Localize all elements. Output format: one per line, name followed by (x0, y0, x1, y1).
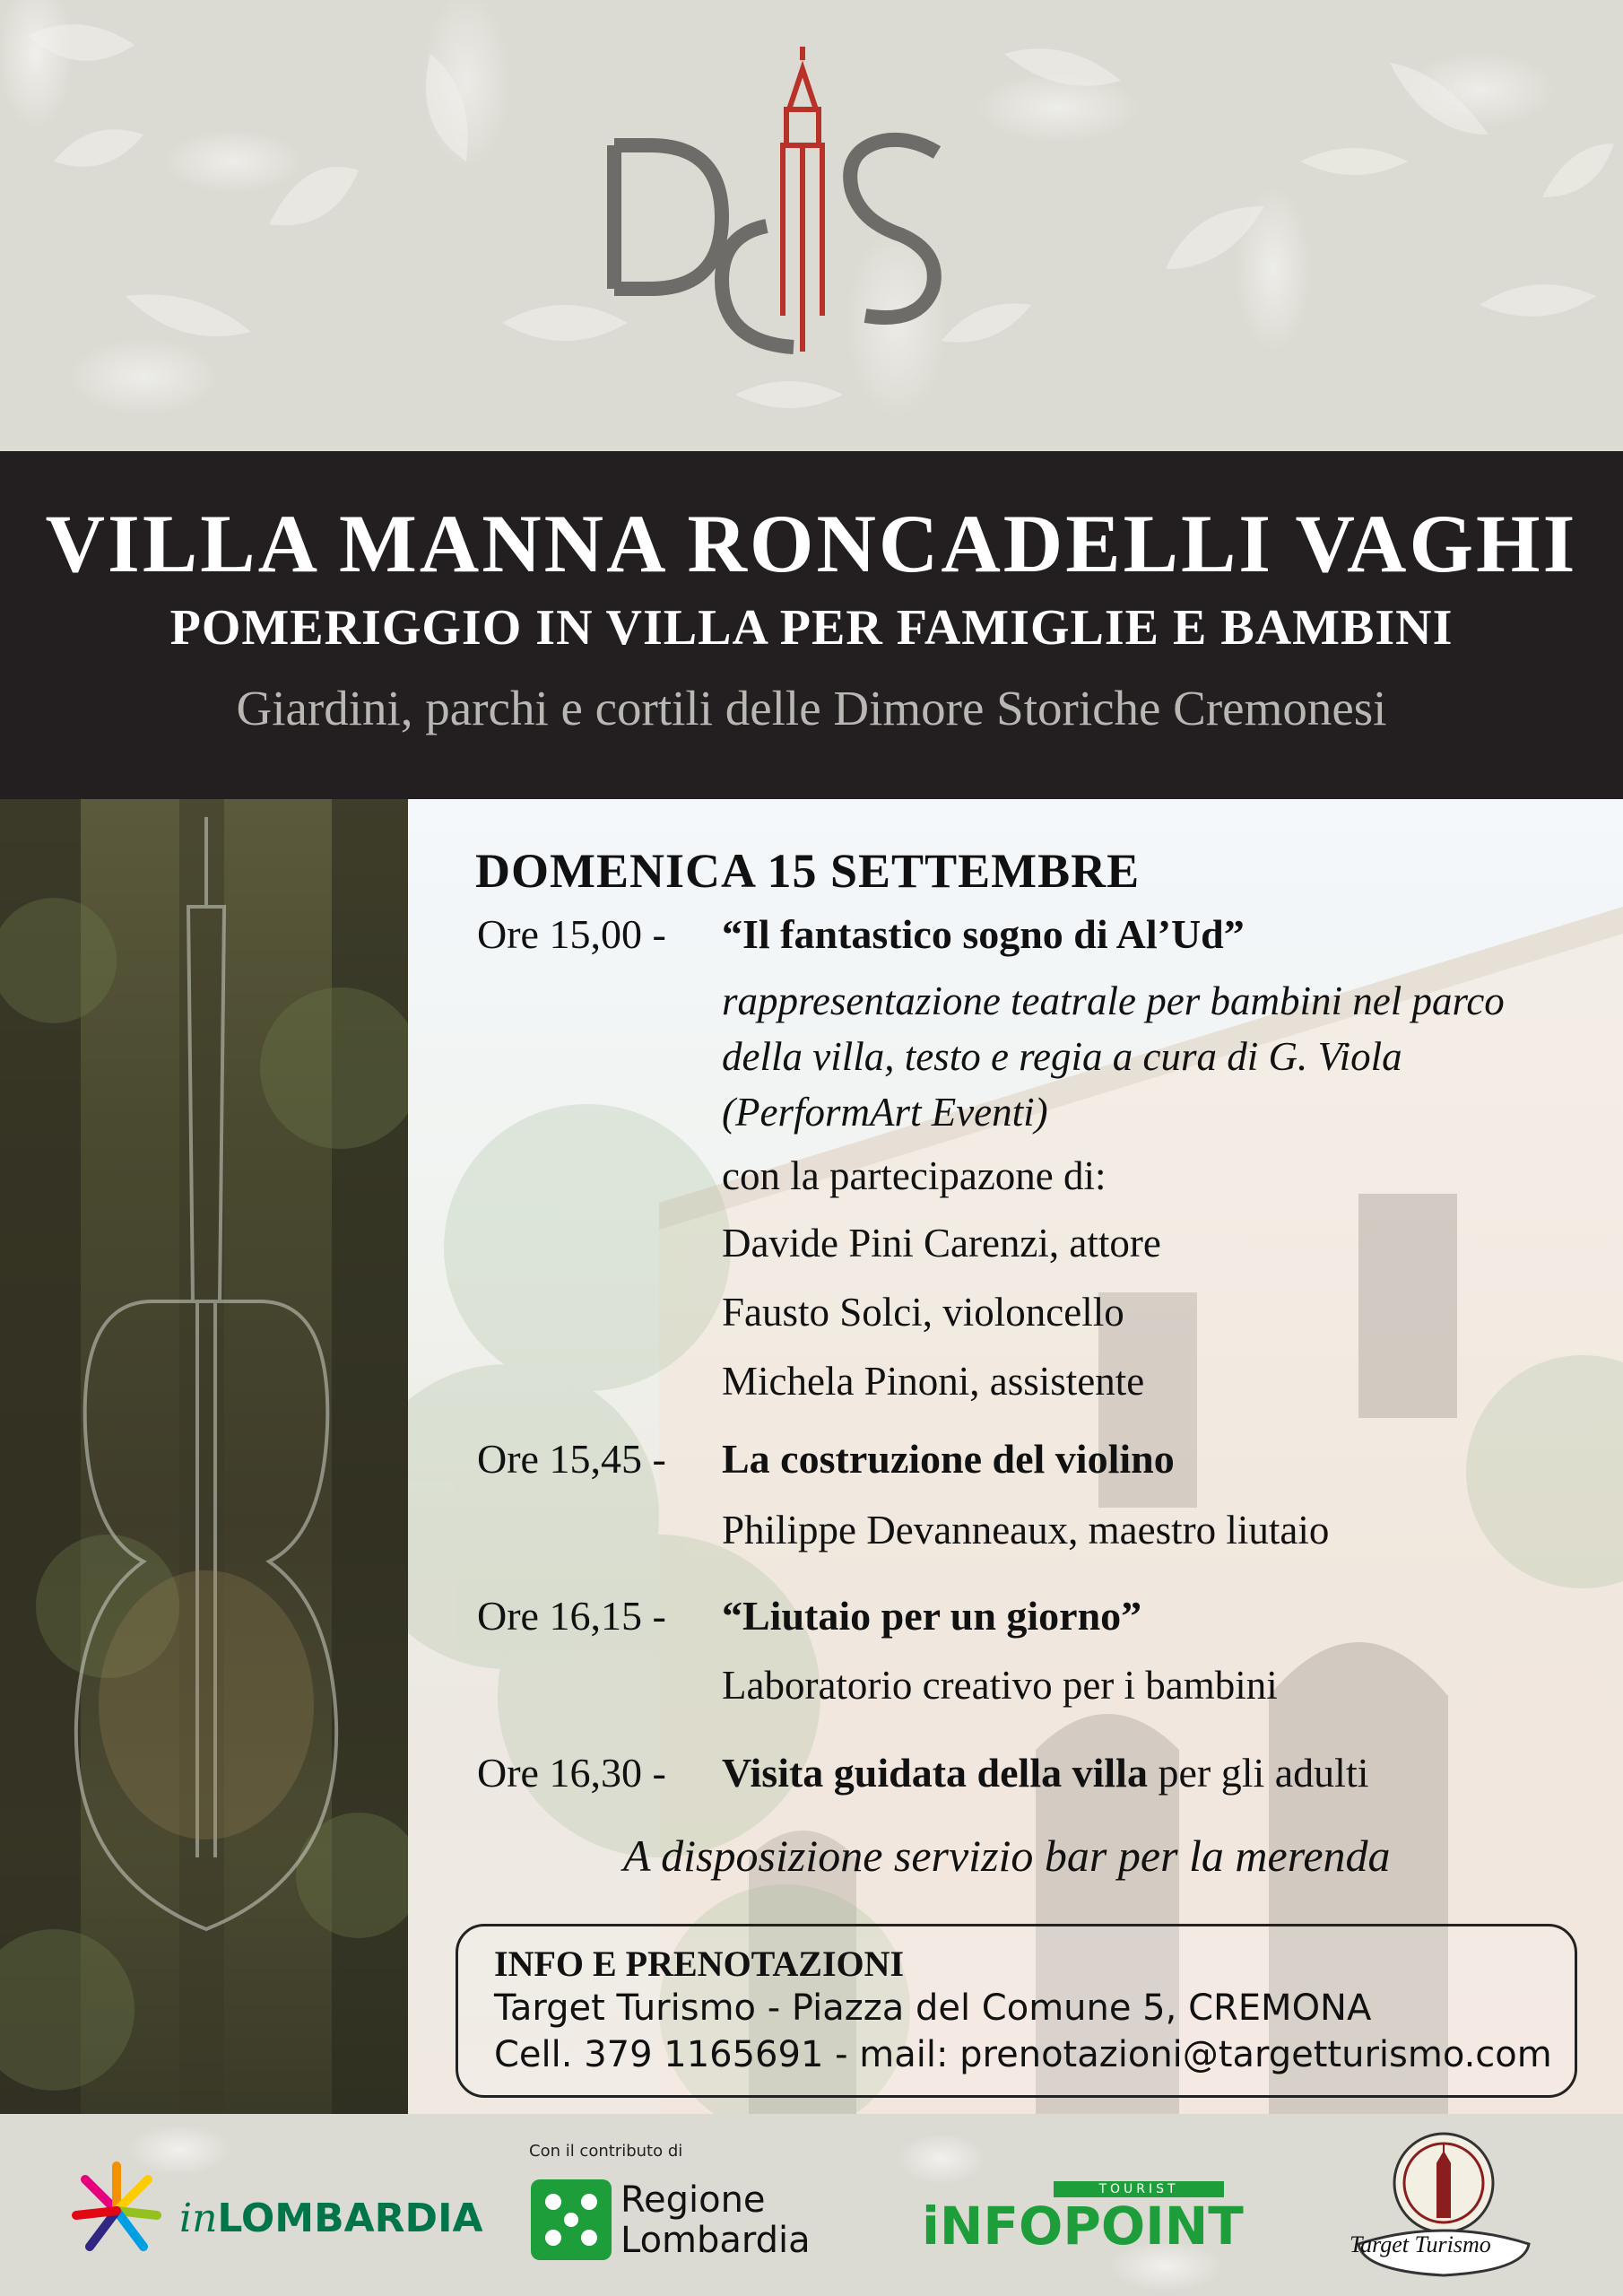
event-title (722, 1749, 1369, 1796)
inlombardia-name: LOMBARDIA (217, 2196, 483, 2241)
inlombardia-wordmark (179, 2196, 483, 2241)
info-address: Target Turismo - Piazza del Comune 5, CREMONA (494, 1987, 1372, 2029)
event-title: “Il fantastico sogno di Al’Ud” (722, 911, 1245, 957)
contribution-label: Con il contributo di (529, 2142, 683, 2161)
event-title-suffix: per gli adulti (1147, 1750, 1369, 1796)
event-time: Ore 16,15 - (477, 1593, 666, 1639)
event-title-bold: Visita guidata della villa (722, 1750, 1148, 1796)
event-tagline: Giardini, parchi e cortili delle Dimore Storiche Cremonesi (236, 681, 1387, 735)
violin-illustration (0, 799, 408, 2114)
participants-intro: con la partecipazone di: (722, 1153, 1107, 1198)
inlombardia-prefix: in (179, 2196, 218, 2241)
event-title: La costruzione del violino (722, 1436, 1175, 1482)
target-turismo-name: Target Turismo (1350, 2231, 1491, 2257)
participant: Fausto Solci, violoncello (722, 1290, 1124, 1335)
bar-service-note: A disposizione servizio bar per la merenda (623, 1831, 1391, 1881)
info-contact: Cell. 379 1165691 - mail: prenotazioni@targetturismo.com (494, 2034, 1552, 2075)
event-description-line: della villa, testo e regia a cura di G. Viola (722, 1034, 1402, 1079)
event-time: Ore 15,00 - (477, 911, 666, 957)
participant: Davide Pini Carenzi, attore (722, 1221, 1161, 1265)
dcs-logo (587, 47, 946, 370)
event-description-line: (PerformArt Eventi) (722, 1090, 1048, 1135)
participant: Michela Pinoni, assistente (722, 1359, 1145, 1404)
event-subtitle: POMERIGGIO IN VILLA PER FAMIGLIE E BAMBINI (169, 600, 1454, 656)
title-band (0, 451, 1623, 799)
event-date: DOMENICA 15 SETTEMBRE (475, 844, 1141, 898)
infopoint-logo: iNFOPOINT (922, 2196, 1244, 2257)
villa-title: VILLA MANNA RONCADELLI VAGHI (45, 498, 1578, 589)
event-details: Laboratorio creativo per i bambini (722, 1663, 1278, 1708)
violin-forest-photo (0, 799, 408, 2114)
info-box (456, 1924, 1577, 2098)
regione-lombardia-logo-icon (531, 2179, 612, 2260)
event-time: Ore 15,45 - (477, 1436, 666, 1482)
info-title: INFO E PRENOTAZIONI (494, 1944, 905, 1984)
event-time: Ore 16,30 - (477, 1750, 666, 1796)
regione-line2: Lombardia (621, 2220, 811, 2261)
tourist-label: TOURIST (1054, 2181, 1224, 2197)
event-description-line: rappresentazione teatrale per bambini nel parco (722, 978, 1505, 1023)
event-details: Philippe Devanneaux, maestro liutaio (722, 1508, 1330, 1552)
event-title: “Liutaio per un giorno” (722, 1593, 1142, 1639)
rose-camuna-icon (531, 2179, 612, 2260)
regione-line1: Regione (621, 2179, 766, 2221)
